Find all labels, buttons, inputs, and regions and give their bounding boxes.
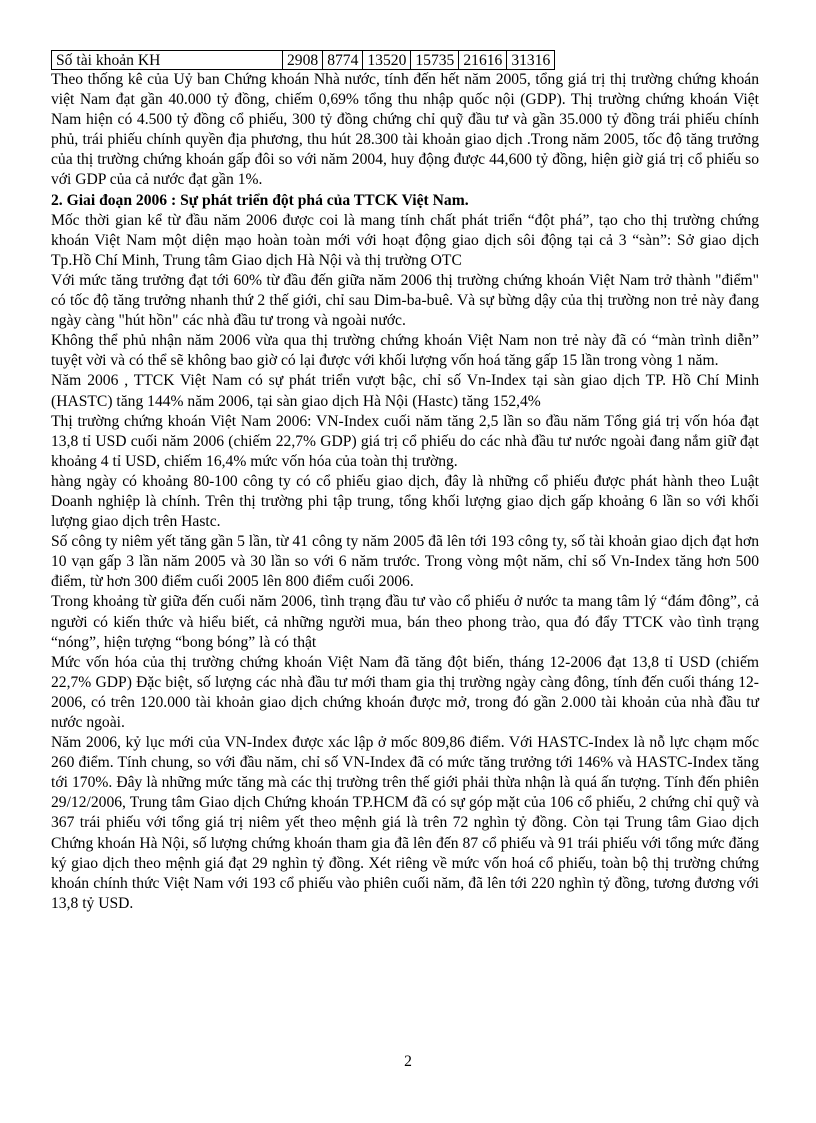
section-heading-2006: 2. Giai đoạn 2006 : Sự phát triển đột phá của TTCK Việt Nam.	[51, 191, 469, 209]
table-value-cell: 21616	[459, 51, 507, 70]
paragraph-capitalization-surge: Mức vốn hóa của thị trường chứng khoán Việt Nam đã tăng đột biến, tháng 12-2006 đạt 13,8 tỉ USD (chiếm 22,7% GDP) Đặc biệt, số lượng các nhà đầu tư mới tham gia thị trường ngày càng đông, tính đến cuối tháng 12- 2006, có trên 120.000 tài khoản giao dịch chứng khoán được mở, trong đó gần 2.000 tài khoản của nhà đầu tư nước ngoài.	[51, 653, 759, 731]
table-value-cell: 31316	[507, 51, 555, 70]
paragraph-market-2005: Theo thống kê của Uỷ ban Chứng khoán Nhà nước, tính đến hết năm 2005, tổng giá trị thị trường chứng khoán việt Nam đạt gần 40.000 tỷ đồng, chiếm 0,69% tổng thu nhập quốc nội (GDP). Thị trường chứng khoán Việt Nam hiện có 4.500 tỷ đồng cổ phiếu, 300 tỷ đồng chứng chỉ quỹ đầu tư và gần 35.000 tỷ đồng trái phiếu chính phủ, trái phiếu chính quyền địa phương, thu hút 28.300 tài khoản giao dịch .Trong năm 2005, tốc độ tăng trưởng của thị trường chứng khoán gấp đôi so với năm 2004, huy động được 44,600 tỷ đồng, hiện giờ giá trị cổ phiếu so với GDP của cả nước đạt gần 1%.	[51, 71, 759, 189]
paragraph-growth-rate: Với mức tăng trưởng đạt tới 60% từ đầu đến giữa năm 2006 thị trường chứng khoán Việt Nam trở thành "điểm" có tốc độ tăng trưởng nhanh thứ 2 thế giới, chỉ sau Dim-ba-buê. Và sự bừng dậy của thị trường non trẻ này đang ngày càng "hút hồn" các nhà đầu tư trong và ngoài nước.	[51, 271, 759, 330]
table-value-cell: 8774	[323, 51, 363, 70]
paragraph-listed-companies: Số công ty niêm yết tăng gần 5 lần, từ 41 công ty năm 2005 đã lên tới 193 công ty, số tài khoản giao dịch đạt hơn 10 vạn gấp 3 lần năm 2005 và 30 lần so với 6 năm trước. Trong vòng một năm, chỉ số Vn-Index tăng hơn 500 điểm, từ hơn 300 điểm cuối 2005 lên 800 điểm cuối 2006.	[51, 533, 759, 591]
accounts-table	[51, 50, 555, 70]
document-page	[51, 50, 759, 914]
table-value-cell: 13520	[363, 51, 411, 70]
page-number: 2	[404, 1053, 412, 1070]
paragraph-daily-trading: hàng ngày có khoảng 80-100 công ty có cổ phiếu giao dịch, đây là những cổ phiếu được phát hành theo Luật Doanh nghiệp là chính. Trên thị trường phi tập trung, tổng khối lượng giao dịch gấp khoảng 6 lần so với khối lượng giao dịch trên Hastc.	[51, 472, 759, 531]
table-value-cell: 2908	[283, 51, 323, 70]
paragraph-breakthrough: Mốc thời gian kể từ đầu năm 2006 được coi là mang tính chất phát triển “đột phá”, tạo cho thị trường chứng khoán Việt Nam một diện mạo hoàn toàn mới với hoạt động giao dịch sôi động tại cả 3 “sàn”: Sở giao dịch Tp.Hồ Chí Minh, Trung tâm Giao dịch Hà Nội và thị trường OTC	[51, 211, 759, 269]
paragraph-performance: Không thể phủ nhận năm 2006 vừa qua thị trường chứng khoán Việt Nam non trẻ này đã có “màn trình diễn” tuyệt vời và có thể sẽ không bao giờ có lại được với khối lượng vốn hoá tăng gấp 15 lần trong vòng 1 năm.	[51, 332, 759, 370]
table-row	[52, 51, 555, 70]
paragraph-capitalization: Thị trường chứng khoán Việt Nam 2006: VN-Index cuối năm tăng 2,5 lần so đầu năm Tổng giá trị vốn hóa đạt 13,8 tỉ USD cuối năm 2006 (chiếm 22,7% GDP) giá trị cổ phiếu do các nhà đầu tư nước ngoài đang nắm giữ đạt khoảng 4 tỉ USD, chiếm 16,4% mức vốn hóa của toàn thị trường.	[51, 412, 759, 470]
table-label-cell: Số tài khoản KH	[52, 51, 283, 70]
paragraph-crowd-psychology: Trong khoảng từ giữa đến cuối năm 2006, tình trạng đầu tư vào cổ phiếu ở nước ta mang tâm lý “đám đông”, cả người có kiến thức và hiểu biết, cả những người mua, bán theo phong trào, qua đó đẩy TTCK vào tình trạng “nóng”, hiện tượng “bong bóng” là có thật	[51, 593, 759, 651]
paragraph-index-growth: Năm 2006 , TTCK Việt Nam có sự phát triển vượt bậc, chỉ số Vn-Index tại sàn giao dịch TP. Hồ Chí Minh (HASTC) tăng 144% năm 2006, tại sàn giao dịch Hà Nội (Hastc) tăng 152,4%	[51, 372, 759, 410]
table-value-cell: 15735	[411, 51, 459, 70]
paragraph-records: Năm 2006, kỷ lục mới của VN-Index được xác lập ở mốc 809,86 điểm. Với HASTC-Index là nỗ lực chạm mốc 260 điểm. Tính chung, so với đầu năm, chỉ số VN-Index đã có mức tăng trưởng tới 146% và HASTC-Index tăng tới 170%. Đây là những mức tăng mà các thị trường trên thế giới phải thừa nhận là quá ấn tượng. Tính đến phiên 29/12/2006, Trung tâm Giao dịch Chứng khoán TP.HCM đã có sự góp mặt của 106 cổ phiếu, 2 chứng chỉ quỹ và 367 trái phiếu với tổng giá trị niêm yết theo mệnh giá là trên 72 nghìn tỷ đồng. Còn tại Trung tâm Giao dịch Chứng khoán Hà Nội, số lượng chứng khoán tham gia đã lên đến 87 cổ phiếu và 91 trái phiếu với tổng mức đăng ký giao dịch theo mệnh giá đạt 29 nghìn tỷ đồng. Xét riêng về mức vốn hoá cổ phiếu, toàn bộ thị trường chứng khoán chính thức Việt Nam với 193 cổ phiếu vào phiên cuối năm, đã lên tới 220 nghìn tỷ đồng, tương đương với 13,8 tỷ USD.	[51, 734, 759, 912]
